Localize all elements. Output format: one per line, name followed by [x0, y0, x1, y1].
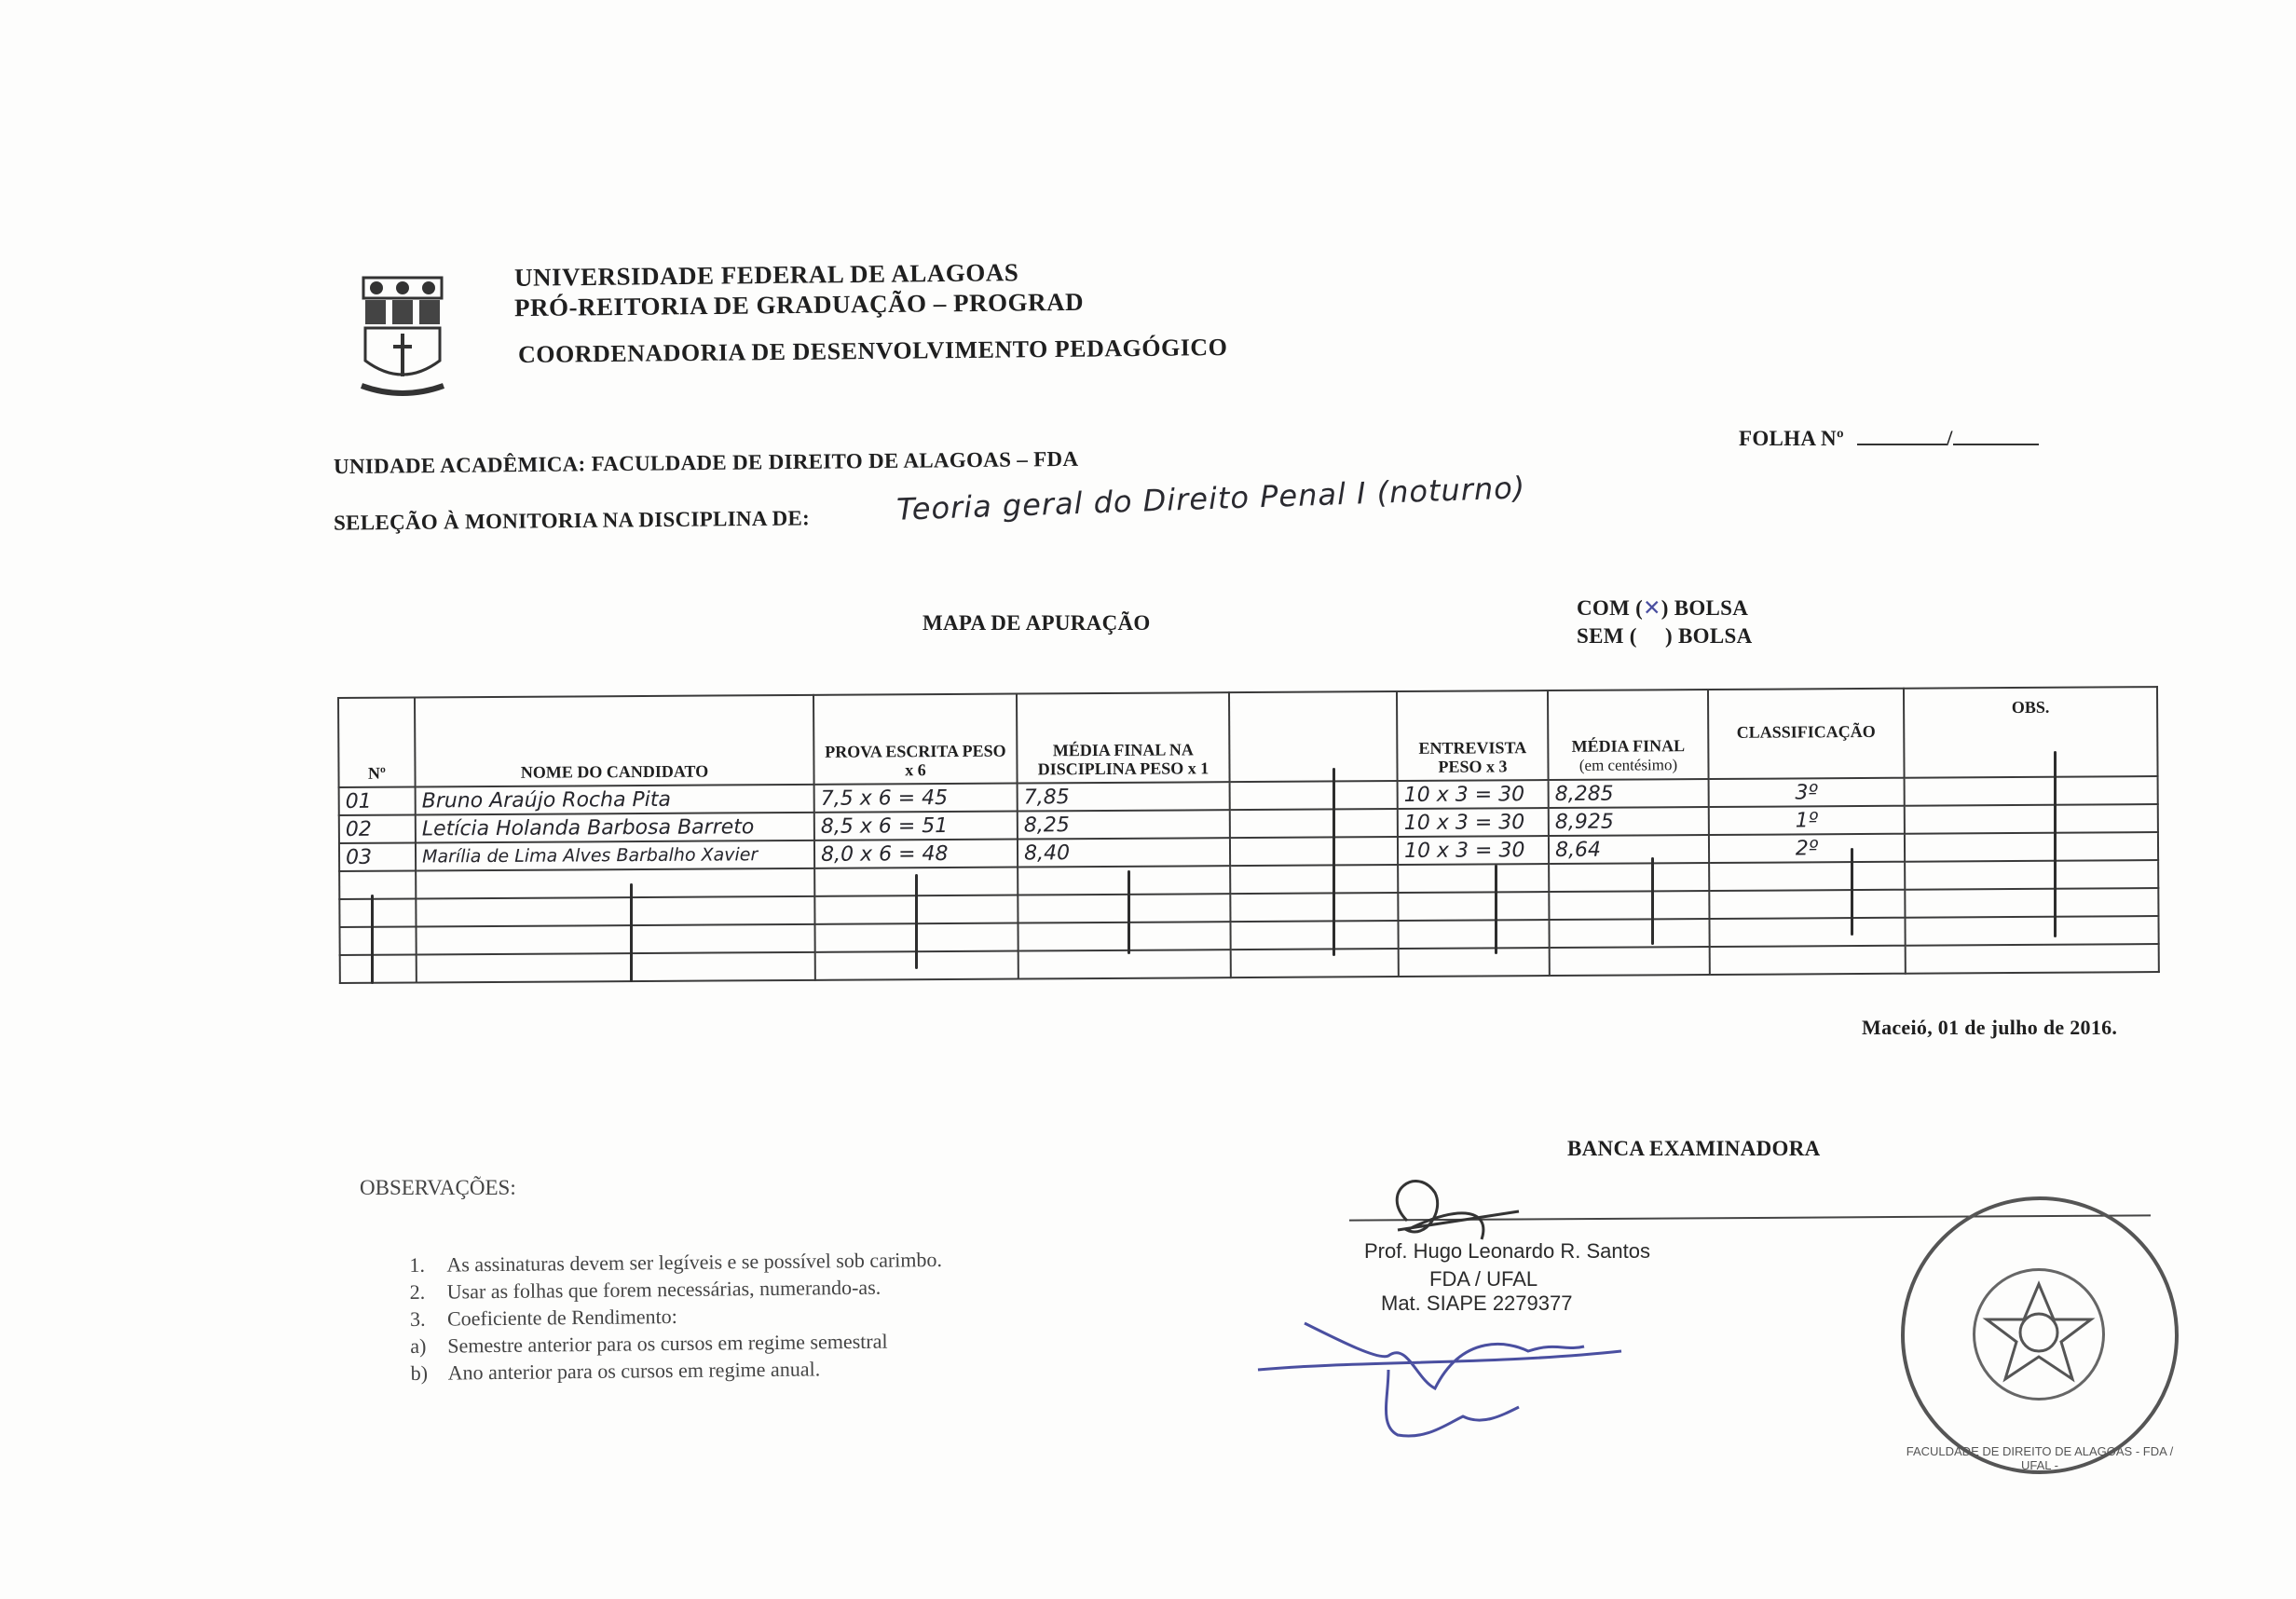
stamp-text: FACULDADE DE DIREITO DE ALAGOAS - FDA / UFAL - — [1906, 1444, 2174, 1472]
row-name: Bruno Araújo Rocha Pita — [416, 785, 814, 815]
strike-mark — [1651, 857, 1654, 945]
university-name: UNIVERSIDADE FEDERAL DE ALAGOAS — [513, 258, 1019, 292]
col-final-avg-sub: (em centésimo) — [1578, 756, 1678, 774]
row-blank — [1230, 837, 1398, 866]
academic-unit-label: UNIDADE ACADÊMICA: — [333, 452, 586, 479]
row-blank — [1230, 809, 1398, 838]
col-discipline-avg: MÉDIA FINAL NA DISCIPLINA PESO x 1 — [1017, 692, 1230, 783]
row-discipline-avg: 8,40 — [1018, 838, 1230, 867]
row-num: 01 — [339, 786, 416, 815]
signer-org: FDA / UFAL — [1429, 1267, 1538, 1291]
row-interview: 10 x 3 = 30 — [1398, 836, 1549, 865]
row-discipline-avg: 8,25 — [1018, 810, 1230, 839]
with-scholarship-label: COM ( — [1577, 596, 1644, 620]
university-logo — [358, 272, 447, 403]
row-final-avg: 8,285 — [1549, 779, 1709, 808]
observation-item: 1. As assinaturas devem ser legíveis e se possível sob carimbo. — [409, 1248, 943, 1277]
col-num: Nº — [338, 697, 416, 786]
handwritten-signatures — [1249, 1155, 1733, 1491]
strike-mark — [630, 883, 633, 982]
with-scholarship-end: ) BOLSA — [1660, 596, 1749, 620]
observation-item: b) Ano anterior para os cursos em regime anual. — [410, 1357, 821, 1385]
col-blank — [1229, 691, 1398, 782]
with-scholarship — [1577, 596, 1748, 621]
strike-mark — [1851, 848, 1853, 936]
row-classification: 3º — [1709, 778, 1905, 807]
col-classification: CLASSIFICAÇÃO — [1708, 689, 1905, 779]
observation-item: 2. Usar as folhas que forem necessárias, numerando-as. — [409, 1275, 882, 1304]
faculty-stamp — [1901, 1196, 2179, 1474]
table-header-row — [338, 687, 2158, 787]
col-obs: OBS. — [1904, 687, 2158, 778]
row-final-avg: 8,925 — [1549, 807, 1709, 836]
row-blank — [1230, 781, 1398, 810]
row-classification: 1º — [1709, 806, 1905, 835]
results-table — [337, 686, 2160, 984]
col-final-avg-title: MÉDIA FINAL — [1571, 736, 1686, 756]
with-scholarship-check: ✕ — [1643, 596, 1661, 621]
signer-siape: Mat. SIAPE 2279377 — [1381, 1292, 1573, 1315]
logo-ribbon-text: UFAL — [391, 382, 414, 391]
without-scholarship: SEM ( ) BOLSA — [1577, 624, 1753, 648]
row-name: Marília de Lima Alves Barbalho Xavier — [416, 840, 814, 871]
strike-mark — [1128, 870, 1130, 954]
academic-unit-value: FACULDADE DE DIREITO DE ALAGOAS – FDA — [591, 446, 1079, 476]
signer-name: Prof. Hugo Leonardo R. Santos — [1364, 1239, 1650, 1263]
sheet-total-blank — [1953, 444, 2039, 445]
sheet-number: FOLHA Nº / — [1739, 427, 2039, 451]
strike-mark — [2054, 751, 2057, 937]
row-num: 03 — [339, 842, 416, 871]
map-title: MAPA DE APURAÇÃO — [922, 611, 1151, 635]
observation-item: a) Semestre anterior para os cursos em regime semestral — [410, 1329, 888, 1358]
coordination-name: COORDENADORIA DE DESENVOLVIMENTO PEDAGÓGICO — [517, 334, 1228, 368]
discipline-label: SELEÇÃO À MONITORIA NA DISCIPLINA DE: — [333, 506, 811, 535]
row-discipline-avg: 7,85 — [1018, 782, 1230, 811]
row-interview: 10 x 3 = 30 — [1398, 780, 1549, 809]
col-written: PROVA ESCRITA PESO x 6 — [813, 694, 1018, 785]
row-final-avg: 8,64 — [1549, 835, 1709, 864]
observation-item: 3. Coeficiente de Rendimento: — [409, 1304, 677, 1331]
strike-mark — [371, 895, 374, 984]
row-num: 02 — [339, 814, 416, 843]
row-obs — [1905, 804, 2158, 834]
academic-unit — [334, 447, 1079, 479]
row-classification: 2º — [1709, 834, 1905, 863]
stamp-coat-of-arms — [1973, 1268, 2105, 1401]
sheet-number-blank — [1857, 444, 1947, 445]
prorectory-name: PRÓ-REITORIA DE GRADUAÇÃO – PROGRAD — [513, 287, 1085, 322]
board-title: BANCA EXAMINADORA — [1567, 1137, 1821, 1160]
row-interview: 10 x 3 = 30 — [1398, 808, 1549, 837]
date-place: Maceió, 01 de julho de 2016. — [1862, 1016, 2118, 1039]
col-name: NOME DO CANDIDATO — [415, 695, 814, 787]
strike-mark — [1495, 865, 1497, 954]
observations-list — [409, 1246, 943, 1387]
row-written: 7,5 x 6 = 45 — [814, 784, 1018, 813]
row-obs — [1905, 832, 2158, 862]
row-written: 8,0 x 6 = 48 — [814, 840, 1018, 868]
row-written: 8,5 x 6 = 51 — [814, 812, 1018, 840]
strike-mark — [915, 874, 918, 969]
col-final-avg — [1548, 690, 1709, 780]
sheet-label: FOLHA Nº — [1739, 427, 1844, 450]
row-obs — [1905, 776, 2158, 806]
observations-title: OBSERVAÇÕES: — [360, 1176, 516, 1199]
discipline-value: Teoria geral do Direito Penal I (noturno) — [895, 470, 1526, 527]
col-interview: ENTREVISTA PESO x 3 — [1397, 690, 1549, 781]
row-name: Letícia Holanda Barbosa Barreto — [416, 813, 814, 843]
strike-mark — [1332, 768, 1335, 956]
